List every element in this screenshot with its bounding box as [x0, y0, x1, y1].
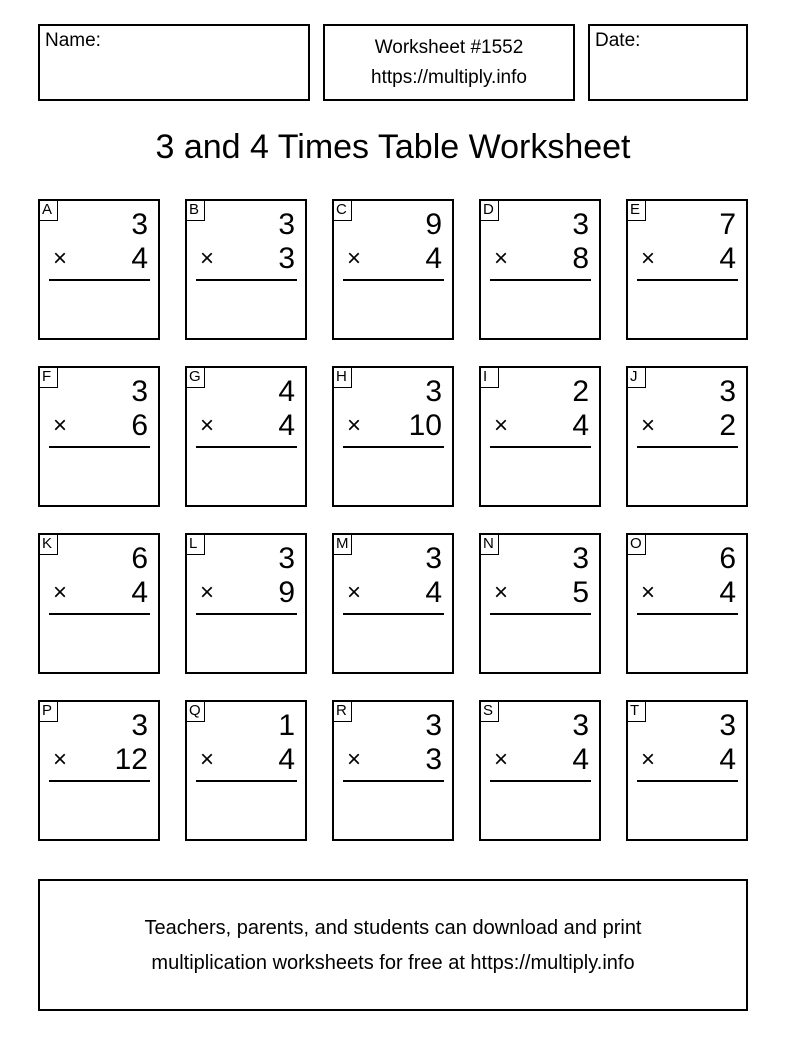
multiplier: 4 [131, 576, 148, 609]
multiplicand: 3 [131, 375, 148, 408]
problem-card-i [479, 366, 601, 507]
problem-letter: D [479, 199, 499, 221]
name-field-box[interactable] [38, 24, 310, 101]
problem-letter: S [479, 700, 499, 722]
answer-line [490, 780, 591, 782]
multiplicand: 7 [719, 208, 736, 241]
problem-card-n [479, 533, 601, 674]
answer-line [343, 780, 444, 782]
problem-card-t [626, 700, 748, 841]
date-field-box[interactable] [588, 24, 748, 101]
problem-card-h [332, 366, 454, 507]
answer-line [49, 780, 150, 782]
multiplier: 4 [278, 743, 295, 776]
problem-letter: B [185, 199, 205, 221]
answer-line [490, 446, 591, 448]
multiplicand: 2 [572, 375, 589, 408]
multiply-sign-icon: × [494, 412, 509, 439]
multiplicand: 6 [131, 542, 148, 575]
multiplicand: 4 [278, 375, 295, 408]
multiply-sign-icon: × [494, 245, 509, 272]
multiplicand: 3 [131, 709, 148, 742]
problem-letter: I [479, 366, 499, 388]
multiplier: 4 [425, 576, 442, 609]
answer-line [196, 780, 297, 782]
answer-line [196, 279, 297, 281]
problem-letter: Q [185, 700, 205, 722]
multiplier: 4 [425, 242, 442, 275]
answer-line [343, 279, 444, 281]
worksheet-number: Worksheet #1552 [374, 37, 524, 58]
worksheet-info-box [323, 24, 575, 101]
multiplicand: 3 [131, 208, 148, 241]
problem-letter: C [332, 199, 352, 221]
multiplicand: 6 [719, 542, 736, 575]
problem-letter: A [38, 199, 58, 221]
answer-line [490, 613, 591, 615]
multiply-sign-icon: × [53, 746, 68, 773]
footer-text-line-2: multiplication worksheets for free at https://multiply.info [151, 952, 635, 974]
problem-card-g [185, 366, 307, 507]
multiplicand: 3 [278, 208, 295, 241]
problem-card-e [626, 199, 748, 340]
problem-card-q [185, 700, 307, 841]
multiplicand: 1 [278, 709, 295, 742]
problem-card-r [332, 700, 454, 841]
multiplier: 10 [408, 409, 442, 442]
multiplicand: 9 [425, 208, 442, 241]
multiplier: 4 [719, 743, 736, 776]
multiplier: 4 [719, 242, 736, 275]
multiplicand: 3 [425, 542, 442, 575]
problem-letter: E [626, 199, 646, 221]
problem-card-f [38, 366, 160, 507]
answer-line [637, 446, 738, 448]
multiply-sign-icon: × [200, 245, 215, 272]
multiplicand: 3 [719, 709, 736, 742]
multiply-sign-icon: × [641, 579, 656, 606]
problem-card-b [185, 199, 307, 340]
multiplicand: 3 [278, 542, 295, 575]
problem-card-j [626, 366, 748, 507]
problem-card-l [185, 533, 307, 674]
problem-card-m [332, 533, 454, 674]
multiplier: 2 [719, 409, 736, 442]
problem-card-p [38, 700, 160, 841]
answer-line [49, 446, 150, 448]
problem-letter: G [185, 366, 205, 388]
date-label: Date: [595, 30, 641, 51]
problem-letter: F [38, 366, 58, 388]
problem-letter: K [38, 533, 58, 555]
problem-letter: P [38, 700, 58, 722]
multiplicand: 3 [425, 709, 442, 742]
multiply-sign-icon: × [641, 412, 656, 439]
multiply-sign-icon: × [53, 245, 68, 272]
problem-card-d [479, 199, 601, 340]
multiply-sign-icon: × [200, 746, 215, 773]
worksheet-url: https://multiply.info [371, 67, 527, 88]
multiply-sign-icon: × [53, 412, 68, 439]
multiply-sign-icon: × [641, 245, 656, 272]
answer-line [637, 780, 738, 782]
multiplier: 6 [131, 409, 148, 442]
multiplier: 4 [719, 576, 736, 609]
worksheet-title: 3 and 4 Times Table Worksheet [155, 128, 631, 166]
multiplicand: 3 [572, 709, 589, 742]
answer-line [49, 613, 150, 615]
problem-letter: H [332, 366, 352, 388]
problem-card-a [38, 199, 160, 340]
multiplicand: 3 [425, 375, 442, 408]
footer-box [38, 879, 748, 1011]
multiply-sign-icon: × [200, 412, 215, 439]
problem-card-o [626, 533, 748, 674]
multiplicand: 3 [719, 375, 736, 408]
problem-card-c [332, 199, 454, 340]
problem-letter: J [626, 366, 646, 388]
problem-letter: O [626, 533, 646, 555]
multiply-sign-icon: × [347, 412, 362, 439]
problem-letter: M [332, 533, 352, 555]
multiplier: 12 [114, 743, 148, 776]
multiplier: 9 [278, 576, 295, 609]
multiply-sign-icon: × [53, 579, 68, 606]
multiplier: 4 [131, 242, 148, 275]
multiplicand: 3 [572, 208, 589, 241]
problem-letter: T [626, 700, 646, 722]
problem-card-k [38, 533, 160, 674]
multiplier: 4 [572, 409, 589, 442]
answer-line [196, 446, 297, 448]
multiply-sign-icon: × [494, 579, 509, 606]
multiply-sign-icon: × [347, 579, 362, 606]
multiplier: 8 [572, 242, 589, 275]
multiply-sign-icon: × [347, 245, 362, 272]
answer-line [49, 279, 150, 281]
multiply-sign-icon: × [347, 746, 362, 773]
multiplier: 4 [572, 743, 589, 776]
multiply-sign-icon: × [641, 746, 656, 773]
answer-line [490, 279, 591, 281]
footer-text-line-1: Teachers, parents, and students can download and print [144, 917, 642, 939]
multiply-sign-icon: × [200, 579, 215, 606]
problem-card-s [479, 700, 601, 841]
multiplier: 3 [278, 242, 295, 275]
name-label: Name: [45, 30, 101, 51]
multiplier: 3 [425, 743, 442, 776]
answer-line [343, 613, 444, 615]
problem-letter: L [185, 533, 205, 555]
multiply-sign-icon: × [494, 746, 509, 773]
answer-line [637, 613, 738, 615]
multiplier: 4 [278, 409, 295, 442]
answer-line [196, 613, 297, 615]
answer-line [637, 279, 738, 281]
multiplier: 5 [572, 576, 589, 609]
problem-letter: R [332, 700, 352, 722]
problem-letter: N [479, 533, 499, 555]
answer-line [343, 446, 444, 448]
multiplicand: 3 [572, 542, 589, 575]
